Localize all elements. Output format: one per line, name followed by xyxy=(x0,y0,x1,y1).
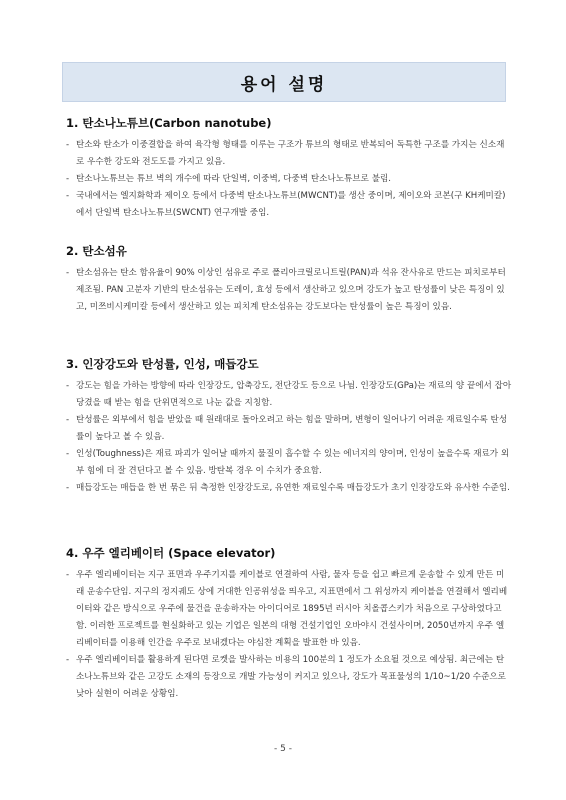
bullet-list xyxy=(62,378,512,497)
list-item: - 강도는 힘을 가하는 방향에 따라 인장강도, 압축강도, 전단강도 등으로 나뉨. 인장강도(GPa)는 재료의 양 끝에서 잡아당겼을 때 받는 힘을 단위면적으로 나눈 값을 지칭함. xyxy=(62,378,512,412)
bullet-list xyxy=(62,265,512,316)
list-item: - 우주 엘리베이터는 지구 표면과 우주기지를 케이블로 연결하여 사람, 물자 등을 쉽고 빠르게 운송할 수 있게 만든 미래 운송수단임. 지구의 정지궤도 상에 거대한 인공위성을 띄우고, 지표면에서 그 위성까지 케이블을 연결해서 엘리베이터와 같은 방식으로 우주에 물건을 운송하자는 아이디어로 1895년 러시아 치올콥스키가 처음으로 구상하였다고 함. 이러한 프로젝트를 현실화하고 있는 기업은 일본의 대형 건설기업인 오바야시 건설사이며, 2050년까지 우주 엘리베이터를 이용해 인간을 우주로 보내겠다는 야심찬 계획을 발표한 바 있음. xyxy=(62,567,512,652)
section-heading: 2. 탄소섬유 xyxy=(66,244,127,258)
section-tensile-strength xyxy=(62,356,512,497)
list-item: - 국내에서는 엘지화학과 제이오 등에서 다중벽 탄소나노튜브(MWCNT)를 생산 중이며, 제이오와 코본(구 KH케미칼)에서 단일벽 탄소나노튜브(SWCNT) 연구개발 중임. xyxy=(62,188,512,222)
list-item: - 탄소나노튜브는 튜브 벽의 개수에 따라 단일벽, 이중벽, 다중벽 탄소나노튜브로 불림. xyxy=(62,171,512,188)
section-space-elevator xyxy=(62,545,512,703)
list-item: - 탄소와 탄소가 이중결합을 하여 육각형 형태를 이루는 구조가 튜브의 형태로 반복되어 독특한 구조를 가지는 신소재로 우수한 강도와 전도도를 가지고 있음. xyxy=(62,137,512,171)
section-carbon-fiber xyxy=(62,243,512,316)
section-heading: 4. 우주 엘리베이터 (Space elevator) xyxy=(66,546,276,560)
list-item: - 인성(Toughness)은 재료 파괴가 일어날 때까지 물질이 흡수할 수 있는 에너지의 양이며, 인성이 높을수록 재료가 외부 힘에 더 잘 견딘다고 볼 수 있음. 방탄복 경우 이 수치가 중요함. xyxy=(62,446,512,480)
page-number: - 5 - xyxy=(274,744,292,754)
list-item: - 탄소섬유는 탄소 함유율이 90% 이상인 섬유로 주로 폴리아크릴로니트릴(PAN)과 석유 잔사유로 만드는 피치로부터 제조됨. PAN 고분자 기반의 탄소섬유는 도레이, 효성 등에서 생산하고 있으며 강도가 높고 탄성률이 낮은 특징이 있고, 미쯔비시케미칼 등에서 생산하고 있는 피치계 탄소섬유는 강도보다는 탄성률이 높은 특징이 있음. xyxy=(62,265,512,316)
list-item: - 탄성률은 외부에서 힘을 받았을 때 원래대로 돌아오려고 하는 힘을 말하며, 변형이 일어나기 어려운 재료일수록 탄성률이 높다고 볼 수 있음. xyxy=(62,412,512,446)
section-carbon-nanotube xyxy=(62,115,512,222)
bullet-list xyxy=(62,567,512,703)
section-heading: 1. 탄소나노튜브(Carbon nanotube) xyxy=(66,116,272,130)
bullet-list xyxy=(62,137,512,222)
list-item: - 우주 엘리베이터를 활용하게 된다면 로켓을 발사하는 비용의 100분의 1 정도가 소요될 것으로 예상됨. 최근에는 탄소나노튜브와 같은 고강도 소재의 등장으로 개발 가능성이 커지고 있으나, 강도가 목표물성의 1/10~1/20 수준으로 낮아 실현이 어려운 상황임. xyxy=(62,652,512,703)
list-item: - 매듭강도는 매듭을 한 번 묶은 뒤 측정한 인장강도로, 유연한 재료일수록 매듭강도가 초기 인장강도와 유사한 수준임. xyxy=(62,480,512,497)
page-title: 용어 설명 xyxy=(62,62,506,102)
section-heading: 3. 인장강도와 탄성률, 인성, 매듭강도 xyxy=(66,357,259,371)
